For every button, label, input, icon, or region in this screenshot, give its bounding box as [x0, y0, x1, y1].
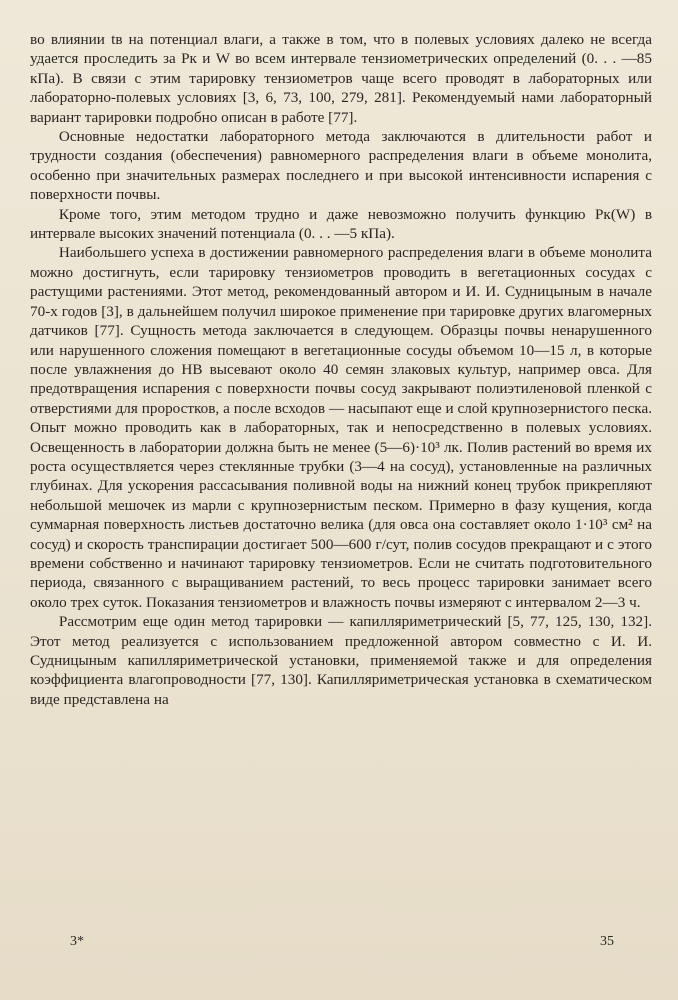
- paragraph-5: Рассмотрим еще один метод тарировки — капилляриметрический [5, 77, 125, 130, 132]. Этот метод реализуется с использованием предложенной автором совместно с И. И. Судницыным капилляриметрической установки, применяемой также и для определения коэффициента влагопроводности [77, 130]. Капилляриметрическая установка в схематическом виде представлена на: [30, 613, 652, 708]
- signature-mark: 3*: [70, 934, 84, 949]
- page-number: 35: [600, 934, 614, 949]
- paragraph-1: во влиянии tв на потенциал влаги, а также в том, что в полевых условиях далеко не всегда удается проследить за Pк и W во всем интервале тензиометрических определений (0. . . —85 кПа). В связи с этим тарировку тензиометров чаще всего проводят в лабораторных или лабораторно-полевых условиях [3, 6, 73, 100, 279, 281]. Рекомендуемый нами лабораторный вариант тарировки подробно описан в работе [77].: [30, 31, 652, 126]
- paragraph-4: Наибольшего успеха в достижении равномерного распределения влаги в объеме монолита можно достигнуть, если тарировку тензиометров проводить в вегетационных сосудах с растущими растениями. Этот метод, рекомендованный автором и И. И. Судницыным в начале 70-х годов [3], в дальнейшем получил широкое применение при тарировке других влагомерных датчиков [77]. Сущность метода заключается в следующем. Образцы почвы ненарушенного или нарушенного сложения помещают в вегетационные сосуды объемом 10—15 л, в которые после увлажнения до HB высевают около 40 семян злаковых культур, например овса. Для предотвращения испарения с поверхности почвы сосуд закрывают полиэтиленовой пленкой с отверстиями для проростков, а после всходов — насыпают еще и слой крупнозернистого песка. Опыт можно проводить как в лабораторных, так и непосредственно в полевых условиях. Освещенность в лаборатории должна быть не менее (5—6)·10³ лк. Полив растений во время их роста осуществляется через стеклянные трубки (3—4 на сосуд), установленные на различных глубинах. Для ускорения рассасывания поливной воды на нижний конец трубок прикрепляют небольшой мешочек из марли с крупнозернистым песком. Примерно в фазу кущения, когда суммарная поверхность листьев достаточно велика (для овса она составляет около 1·10³ см² на сосуд) и скорость транспирации достигает 500—600 г/сут, полив сосудов прекращают и с этого времени собственно и начинают тарировку тензиометров. Если не считать подготовительного периода, связанного с выращиванием растений, то весь процесс тарировки занимает всего около трех суток. Показания тензиометров и влажность почвы измеряют с интервалом 2—3 ч.: [30, 244, 652, 611]
- body-text: [30, 30, 652, 709]
- page-footer: [0, 934, 678, 954]
- paragraph-2: Основные недостатки лабораторного метода заключаются в длительности работ и трудности создания (обеспечения) равномерного распределения влаги в объеме монолита, особенно при значительных размерах последнего и при высокой интенсивности испарения с поверхности почвы.: [30, 128, 652, 204]
- paragraph-3: Кроме того, этим методом трудно и даже невозможно получить функцию Pк(W) в интервале высоких значений потенциала (0. . . —5 кПа).: [30, 205, 652, 243]
